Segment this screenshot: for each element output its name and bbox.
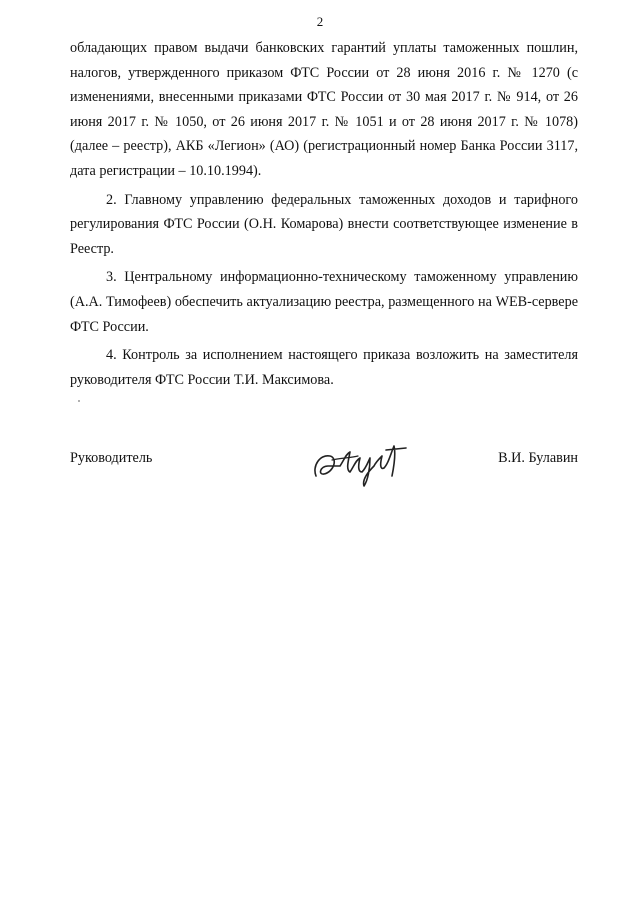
signature-block — [70, 446, 578, 506]
signer-name: В.И. Булавин — [498, 450, 578, 466]
page-number: 2 — [316, 14, 324, 29]
paragraph-item-4: 4. Контроль за исполнением настоящего приказа возложить на заместителя руководителя ФТС России Т.И. Максимова. — [70, 347, 578, 388]
paragraph-continuation: обладающих правом выдачи банковских гарантий уплаты таможенных пошлин, налогов, утвержденного приказом ФТС России от 28 июня 2016 г. № 1270 (с изменениями, внесенными приказами ФТС России от 30 мая 2017 г. № 914, от 26 июня 2017 г. № 1050, от 26 июня 2017 г. № 1051 и от 28 июня 2017 г. № 1078) (далее – реестр), АКБ «Легион» (АО) (регистрационный номер Банка России 3117, дата регистрации – 10.10.1994). — [70, 40, 578, 179]
paragraph-item-3: 3. Центральному информационно-техническому таможенному управлению (А.А. Тимофеев) обеспечить актуализацию реестра, размещенного на WEB-сервере ФТС России. — [70, 269, 578, 335]
handwritten-signature — [310, 436, 410, 488]
scan-speck — [78, 400, 80, 402]
paragraph-item-2: 2. Главному управлению федеральных таможенных доходов и тарифного регулирования ФТС России (О.Н. Комарова) внести соответствующее изменение в Реестр. — [70, 191, 578, 257]
signer-title: Руководитель — [70, 450, 153, 466]
document-body — [70, 36, 578, 396]
